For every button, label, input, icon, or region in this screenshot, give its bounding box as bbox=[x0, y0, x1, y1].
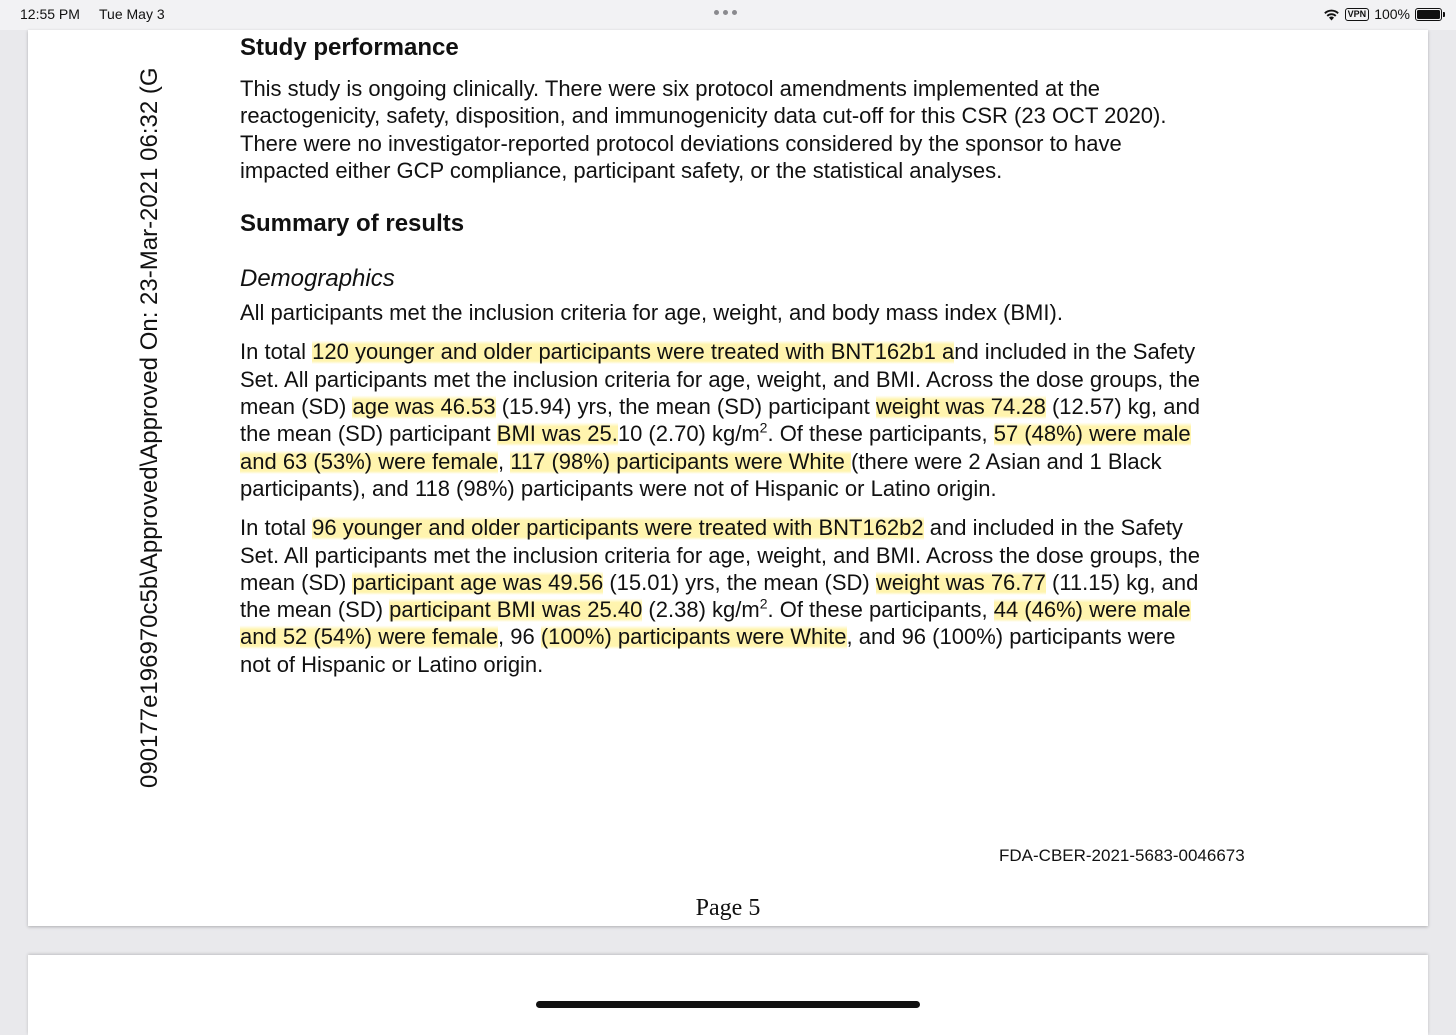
highlight: (100%) participants were White bbox=[540, 624, 847, 650]
text-line: not of Hispanic or Latino origin. bbox=[240, 651, 544, 677]
page-number: Page 5 bbox=[695, 895, 761, 921]
text-line: participants), and 118 (98%) participants were not of Hispanic or Latino origin. bbox=[240, 475, 997, 501]
text-line: mean (SD) age was 46.53 (15.94) yrs, the mean (SD) participant weight was 74.28 (12.57) kg, and bbox=[240, 394, 1200, 420]
highlight: 57 (48%) were male bbox=[993, 421, 1191, 447]
study-performance-heading: Study performance bbox=[240, 34, 459, 61]
battery-percent: 100% bbox=[1374, 6, 1410, 22]
summary-heading: Summary of results bbox=[240, 210, 465, 238]
highlight: and 63 (53%) were female bbox=[240, 448, 499, 474]
text-line: This study is ongoing clinically. There were six protocol amendments implemented at the bbox=[240, 76, 1101, 101]
text-line: impacted either GCP compliance, participant safety, or the statistical analyses. bbox=[240, 157, 1003, 183]
text-line: In total 120 younger and older participants were treated with BNT162b1 and included in the Safety bbox=[240, 339, 1196, 365]
highlight: and 52 (54%) were female bbox=[240, 624, 499, 650]
text-line: reactogenicity, safety, disposition, and immunogenicity data cut-off for this CSR (23 OCT 2020). bbox=[240, 103, 1167, 129]
text-line: Set. All participants met the inclusion criteria for age, weight, and BMI. Across the dose groups, the bbox=[240, 366, 1200, 392]
text-line: In total 96 younger and older participants were treated with BNT162b2 and included in the Safety bbox=[240, 515, 1183, 541]
home-indicator[interactable] bbox=[536, 1001, 920, 1008]
highlight: weight was 74.28 bbox=[875, 394, 1046, 420]
vpn-badge: VPN bbox=[1345, 8, 1370, 21]
text-line: mean (SD) participant age was 49.56 (15.01) yrs, the mean (SD) weight was 76.77 (11.15) kg, and bbox=[240, 569, 1199, 595]
text-line: the mean (SD) participant BMI was 25.10 (2.70) $kg/m^2$. Of these participants, 57 (48%) were male bbox=[240, 420, 1191, 447]
text-line: and 63 (53%) were female, 117 (98%) participants were White (there were 2 Asian and 1 Black bbox=[240, 448, 1162, 474]
text-line: There were no investigator-reported protocol deviations considered by the sponsor to have bbox=[240, 130, 1122, 156]
status-bar bbox=[0, 0, 1456, 30]
wifi-icon bbox=[1323, 8, 1340, 21]
highlight: 96 younger and older participants were treated with BNT162b2 bbox=[312, 515, 924, 541]
status-time: 12:55 PM bbox=[20, 6, 80, 22]
highlight: weight was 76.77 bbox=[875, 569, 1046, 595]
fda-document-id: FDA-CBER-2021-5683-0046673 bbox=[999, 846, 1245, 865]
demographics-subheading: Demographics bbox=[240, 265, 395, 293]
status-date: Tue May 3 bbox=[99, 6, 165, 22]
highlight: 44 (46%) were male bbox=[993, 597, 1191, 623]
text-line: Set. All participants met the inclusion criteria for age, weight, and BMI. Across the dose groups, the bbox=[240, 542, 1200, 568]
status-right bbox=[1323, 6, 1442, 22]
highlight: participant age was 49.56 bbox=[352, 569, 604, 595]
document-content bbox=[240, 33, 1300, 678]
highlight: age was 46.53 bbox=[352, 394, 496, 420]
study-performance-paragraph bbox=[240, 75, 1300, 184]
highlight: 120 younger and older participants were treated with BNT162b1 a bbox=[312, 339, 955, 365]
highlight: BMI was 25. bbox=[496, 421, 618, 447]
bnt162b2-paragraph bbox=[240, 514, 1300, 678]
text-line: and 52 (54%) were female, 96 (100%) participants were White, and 96 (100%) participants were bbox=[240, 624, 1176, 650]
approval-stamp: 090177e196970c5b\Approved\Approved On: 23-Mar-2021 06:32 (G bbox=[136, 67, 163, 788]
highlight: 117 (98%) participants were White bbox=[510, 448, 852, 474]
bnt162b1-paragraph bbox=[240, 338, 1300, 502]
highlight: participant BMI was 25.40 bbox=[389, 597, 643, 623]
battery-icon bbox=[1415, 8, 1442, 21]
multitasking-dots-icon[interactable] bbox=[714, 10, 737, 15]
next-document-page bbox=[28, 955, 1428, 1035]
text-line: the mean (SD) participant BMI was 25.40 (2.38) $kg/m^2$. Of these participants, 44 (46%) were male bbox=[240, 595, 1191, 623]
demographics-intro: All participants met the inclusion criteria for age, weight, and body mass index (BMI). bbox=[240, 300, 1063, 326]
